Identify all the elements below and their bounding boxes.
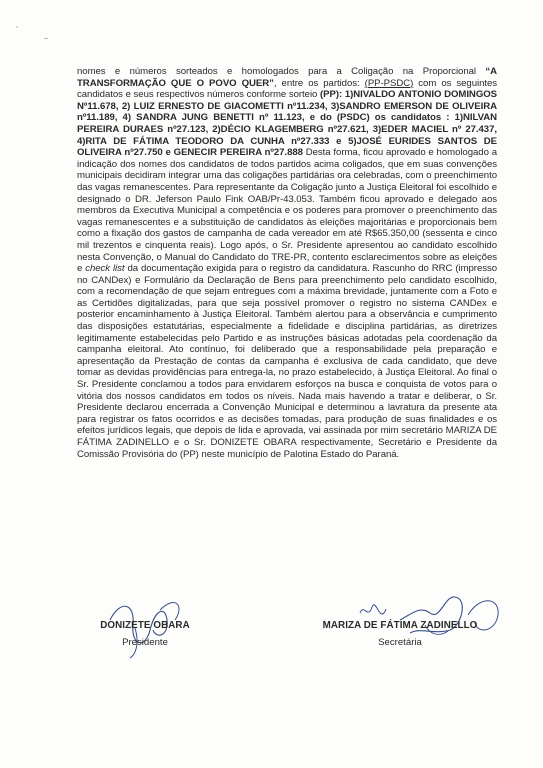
body-segment: da documentação exigida para o registro da candidatura. Rascunho do RRC (impresso no CANDex) e Formulário da Declaração de Bens para preenchimento pelo candidato escolhido, com a recomendação de que sejam entregues com a máxima brevidade, juntamente com a Foto e as Certidões digitalizadas, para que seja possível promover o registro no sistema CANDex e posterior encaminhamento à Justiça Eleitoral. Também alertou para a observância e cumprimento das disposições estatutárias, especialmente a fidelidade e disciplina partidárias, as diretrizes legitimamente estabelecidas pelo Partido e as instruções básicas adotadas pela coordenação da campanha eleitoral. Ato contínuo, foi deliberado que a responsabilidade pela preparação e apresentação da Prestação de contas da campanha é exclusiva de cada candidato, que deve tomar as devidas providências para entrega-la, no prazo estabelecido, à Justiça Eleitoral. Ao final o Sr. Presidente conclamou a todos para envidarem esforços na busca e conquista de votos para o vitória dos nossos candidatos em todos os níveis. Nada mais havendo a tratar e deliberar, o Sr. Presidente declarou encerrada a Convenção Municipal e determinou a lavratura da presente ata para registrar os fatos ocorridos e as decisões tomadas, para produção de suas finalidades e os efeitos jurídicos legais, que depois de lida e aprovada, vai assinada por mim secretário MARIZA DE FÁTIMA ZADINELLO e o Sr. DONIZETE OBARA respectivamente, Secretário e Presidente da Comissão Provisória do (PP) neste município de Palotina Estado do Paraná. <box>77 263 498 460</box>
signer-role: Secretária <box>378 637 422 648</box>
signer-role: Presidente <box>122 637 168 648</box>
body-segment: , entre os partidos: <box>273 77 365 89</box>
scan-speck <box>44 38 48 39</box>
candidate-list: (PP): 1)NIVALDO ANTONIO DOMINGOS Nº11.678, 2) LUIZ ERNESTO DE GIACOMETTI nº11.234, 3)SANDRO EMERSON DE OLIVEIRA nº11.189, 4) SANDRA JUNG BENETTI nº 11.123, e do (PSDC) os candidatos : 1)NILVAN PEREIRA DURAES nº27.123, 2)DÉCIO KLAGEMBERG nº27.621, 3)EDER MACIEL nº 27.437, 4)RITA DE FÁTIMA TEODORO DA CUNHA nº27.333 e 5)JOSÉ EURIDES SANTOS DE OLIVEIRA nº27.750 e GENECIR PEREIRA nº27.888 <box>77 89 497 159</box>
body-segment: com os seguintes candidatos e seus respectivos números conforme sorteio <box>77 77 498 101</box>
body-segment: Desta forma, ficou aprovado e homologado a indicação dos nomes dos candidatos de todos partidos acima coligados, que em suas convenções municipais decidiram integrar uma das coligações partidárias ora celebradas, com o preenchimento das vagas remanescentes. Para representante da Coligação junto a Justiça Eleitoral foi escolhido e designado o DR. Jeferson Paulo Fink OAB/Pr-43.053. Também ficou aprovado e delegado aos membros da Executiva Municipal a competência e os poderes para promover o preenchimento das vagas remanescentes e a substituição de candidatos às eleições majoritárias e proporcionais bem como a fixação dos gastos de campanha de cada vereador em até R$65.350,00 (sessenta e cinco mil trezentos e cinquenta reais). Logo após, o Sr. Presidente apresentou ao candidato escolhido nesta Convenção, o Manual do Candidato do TRE-PR, contento esclarecimentos sobre as eleições e <box>77 147 497 275</box>
signature-block-secretary <box>305 620 495 648</box>
minutes-paragraph <box>77 66 497 460</box>
scan-speck <box>16 26 18 28</box>
body-segment: nomes e números sorteados e homologados para a Coligação na Proporcional <box>77 66 486 77</box>
coalition-name: “A TRANSFORMAÇÃO QUE O POVO QUER” <box>77 66 497 89</box>
check-list-term: check list <box>85 263 125 275</box>
signer-name: DONIZETE OBARA <box>100 620 190 631</box>
signature-block-president <box>70 620 220 648</box>
signer-name: MARIZA DE FÁTIMA ZADINELLO <box>322 620 478 631</box>
party-list: (PP-PSDC) <box>364 77 414 89</box>
minutes-body <box>77 66 497 460</box>
